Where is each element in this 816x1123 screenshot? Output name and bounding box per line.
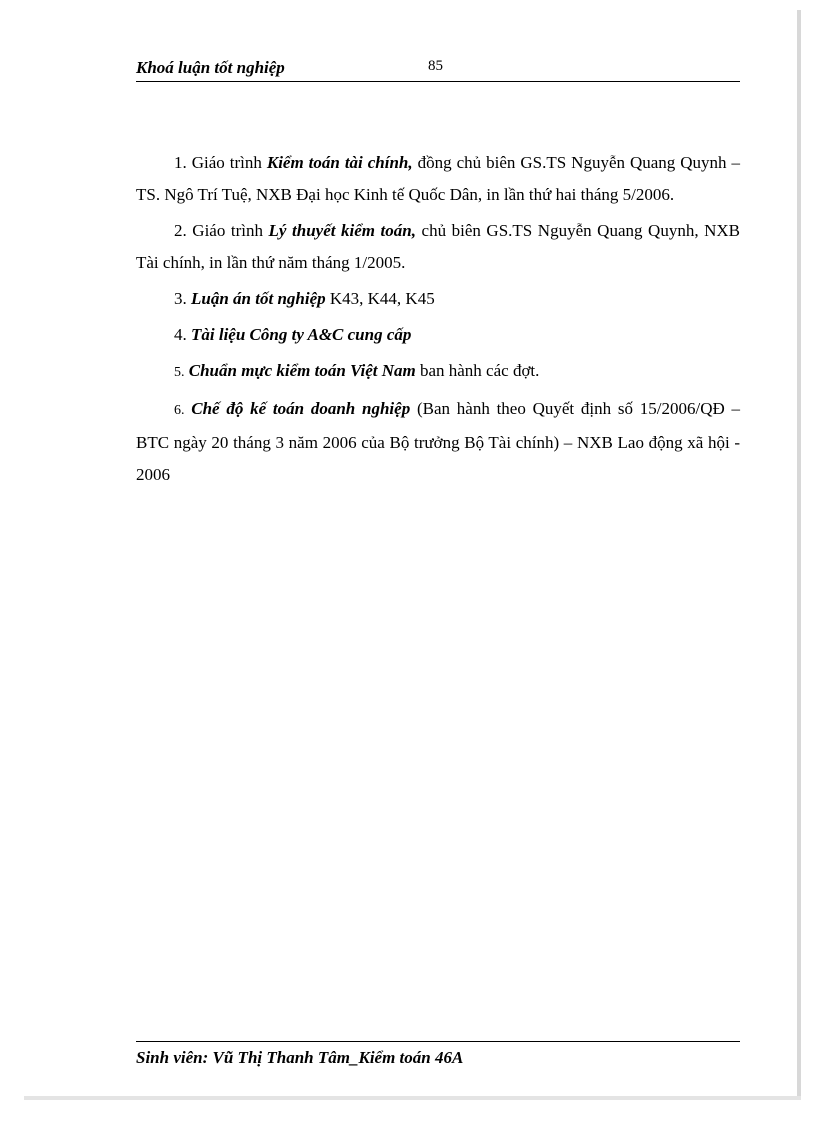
reference-number: 1. (174, 153, 187, 172)
reference-title: Chế độ kế toán doanh nghiệp (191, 399, 411, 418)
page-number: 85 (428, 58, 443, 74)
page-shadow-right (797, 10, 801, 1100)
reference-details: chủ biên GS.TS Nguyễn Quang Quynh, NXB Tài chính, in lần thứ năm tháng 1/2005. (136, 221, 741, 272)
reference-details: ban hành các đợt. (419, 361, 540, 380)
reference-number: 2. (174, 221, 187, 240)
reference-item (136, 147, 740, 211)
reference-number: 5. (174, 365, 185, 380)
reference-title: Luận án tốt nghiệp (191, 289, 326, 308)
reference-item (136, 283, 740, 315)
reference-title: Chuẩn mực kiểm toán Việt Nam (188, 361, 416, 380)
reference-number: 3. (174, 289, 187, 308)
reference-item (136, 393, 740, 491)
footer-text: Sinh viên: Vũ Thị Thanh Tâm_Kiểm toán 46A (136, 1048, 464, 1067)
page-shadow-bottom (24, 1096, 801, 1100)
page-header (136, 55, 740, 82)
reference-item (136, 319, 740, 351)
reference-details: K43, K44, K45 (329, 289, 435, 308)
reference-details: đồng chủ biên GS.TS Nguyễn Quang Quynh – TS. Ngô Trí Tuệ, NXB Đại học Kinh tế Quốc Dân, in lần thứ hai tháng 5/2006. (136, 153, 741, 204)
page-footer (136, 1041, 740, 1068)
reference-number: 6. (174, 403, 185, 418)
header-title: Khoá luận tốt nghiệp (136, 58, 285, 77)
reference-title: Kiểm toán tài chính, (266, 153, 413, 172)
reference-title: Lý thuyết kiểm toán, (268, 221, 416, 240)
reference-lead: Giáo trình (191, 153, 262, 172)
reference-lead: Giáo trình (192, 221, 263, 240)
reference-item (136, 355, 740, 389)
reference-number: 4. (174, 325, 187, 344)
reference-title: Tài liệu Công ty A&C cung cấp (191, 325, 412, 344)
reference-list (136, 147, 740, 495)
reference-details: (Ban hành theo Quyết định số 15/2006/QĐ – BTC ngày 20 tháng 3 năm 2006 của Bộ trưởng Bộ Tài chính) – NXB Lao động xã hội - 2006 (136, 399, 741, 484)
reference-item (136, 215, 740, 279)
